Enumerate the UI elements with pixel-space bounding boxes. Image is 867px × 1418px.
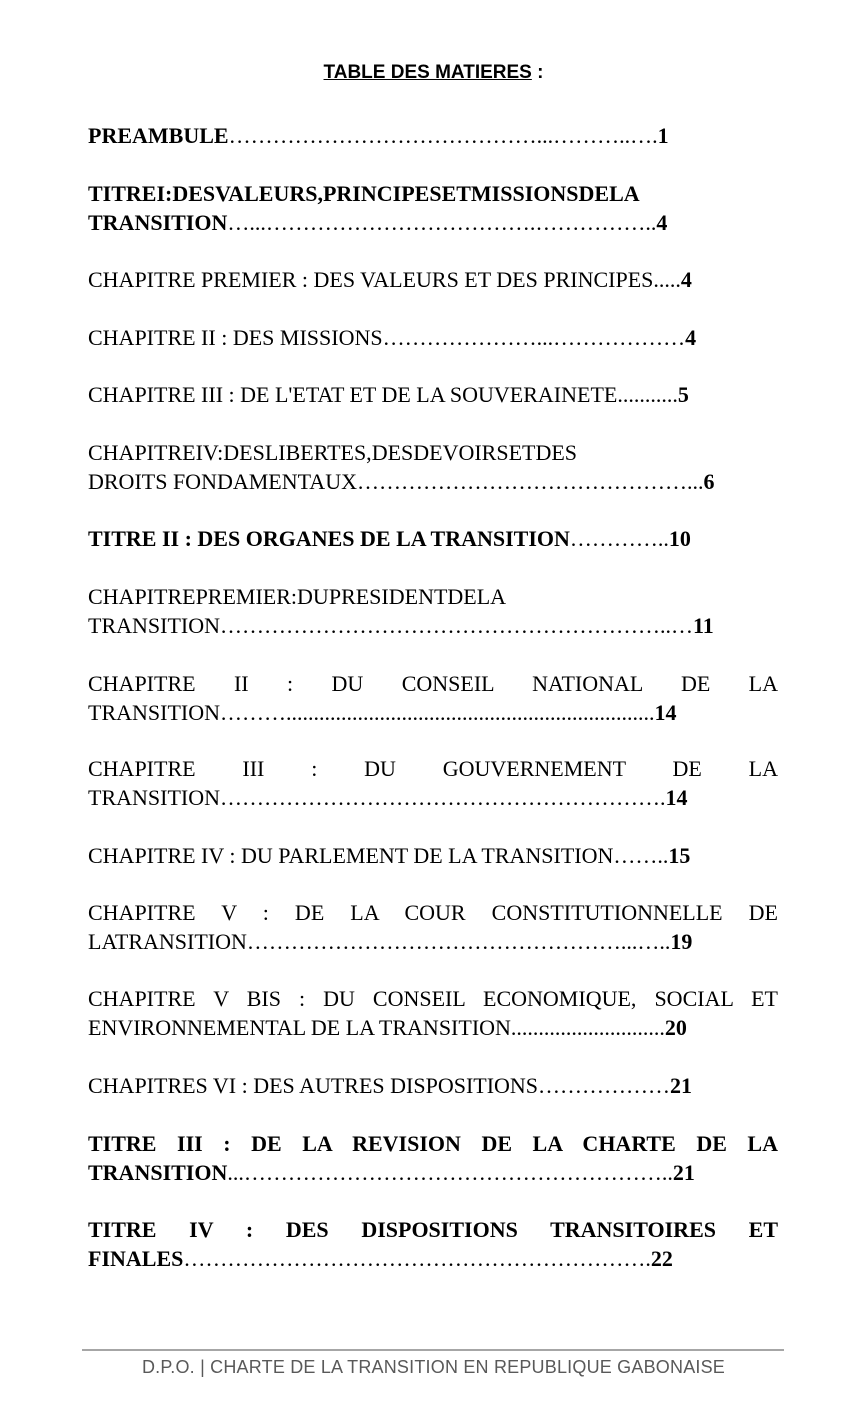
toc-entry-title: CHAPITRE IV : DU PARLEMENT DE LA TRANSITION: [88, 843, 614, 868]
toc-entry-preambule[interactable]: [88, 121, 778, 150]
toc-entry-title: TITRE II : DES ORGANES DE LA TRANSITION: [88, 526, 570, 551]
toc-leader-dots: ...…………………………………………………..: [227, 1160, 673, 1185]
toc-entry-title: TITRE III : DE LA REVISION DE LA CHARTE DE LA: [88, 1131, 778, 1156]
toc-entry-titre-2[interactable]: [88, 524, 778, 553]
page-footer: D.P.O. | CHARTE DE LA TRANSITION EN REPUBLIQUE GABONAISE: [141, 1357, 726, 1377]
toc-page-number: 15: [668, 843, 691, 868]
toc-page-number: 10: [668, 526, 691, 551]
toc-page-number: 4: [680, 267, 692, 292]
toc-entry-title: CHAPITRE PREMIER : DES VALEURS ET DES PRINCIPES: [88, 267, 654, 292]
toc-leader-dots: …………………...………………: [382, 325, 686, 350]
toc-leader-dots: …………..: [569, 526, 669, 551]
toc-entry-title-continued: TRANSITION: [88, 613, 220, 638]
toc-entry-title: TITRE IV : DES DISPOSITIONS TRANSITOIRES ET: [88, 1217, 778, 1242]
toc-entry-title: CHAPITRE V BIS : DU CONSEIL ECONOMIQUE, SOCIAL ET: [88, 986, 778, 1011]
toc-leader-dots: ……………………………………………………..…: [220, 613, 693, 638]
toc-entry-chapitre-4-parlement[interactable]: [88, 841, 778, 870]
toc-leader-dots: ............................: [510, 1015, 665, 1040]
toc-entry-chapitre-6-autres-dispositions[interactable]: [88, 1071, 778, 1100]
toc-entry-chapitre-premier-valeurs[interactable]: [88, 265, 778, 294]
toc-entry-chapitre-3-etat[interactable]: [88, 380, 778, 409]
toc-page-number: 14: [665, 785, 688, 810]
toc-page-number: 20: [664, 1015, 687, 1040]
toc-entry-title: PREAMBULE: [88, 123, 229, 148]
toc-page-number: 21: [670, 1073, 693, 1098]
toc-entry-chapitre-5-bis-cese[interactable]: [88, 984, 778, 1042]
toc-leader-dots: ……………………………………...………..….: [228, 123, 658, 148]
toc-entry-chapitre-2-conseil-national[interactable]: [88, 669, 778, 727]
toc-entry-title: CHAPITRE III : DE L'ETAT ET DE LA SOUVERAINETE: [88, 382, 618, 407]
toc-entry-chapitre-4-libertes[interactable]: CHAPITREIV:DESLIBERTES,DESDEVOIRSETDES DROITS FONDAMENTAUX………………………………………...6: [88, 440, 715, 494]
toc-entry-title-continued: DROITS FONDAMENTAUX: [88, 469, 357, 494]
toc-entry-title-continued: LATRANSITION: [88, 929, 247, 954]
toc-page-number: 14: [654, 700, 677, 725]
toc-entry-titre-1[interactable]: TITREI:DESVALEURS,PRINCIPESETMISSIONSDELA TRANSITION…...……………………………….……………..4: [88, 181, 668, 235]
toc-leader-dots: ………………………………………...: [356, 469, 704, 494]
toc-entry-chapitre-premier-president[interactable]: [88, 582, 778, 640]
toc-title-suffix: :: [531, 62, 544, 83]
toc-leader-dots: ……..: [613, 843, 669, 868]
toc-page-number: 19: [670, 929, 693, 954]
toc-page-number: 11: [693, 613, 714, 638]
toc-page-number: 4: [685, 325, 697, 350]
toc-entry-titre-3[interactable]: [88, 1129, 778, 1187]
toc-page-number: 5: [677, 382, 689, 407]
toc-leader-dots: ………...................................................................: [220, 700, 655, 725]
toc-entry-chapitre-2-missions[interactable]: [88, 323, 778, 352]
toc-entry-title-continued: ENVIRONNEMENTAL DE LA TRANSITION: [88, 1015, 511, 1040]
toc-entry-title: CHAPITRES VI : DES AUTRES DISPOSITIONS: [88, 1073, 539, 1098]
toc-leader-dots: ……………………………………………...…..: [246, 929, 671, 954]
toc-page-number: 21: [672, 1160, 695, 1185]
toc-title: TABLE DES MATIERES: [323, 62, 532, 83]
toc-page-number: 4: [656, 210, 668, 235]
footer-divider: [82, 1349, 784, 1351]
toc-entry-chapitre-3-gouvernement[interactable]: [88, 754, 778, 812]
toc-entry-title: CHAPITRE III : DU GOUVERNEMENT DE LA: [88, 756, 778, 781]
toc-entry-title-continued: TRANSITION: [88, 700, 220, 725]
toc-entry-titre-4[interactable]: [88, 1215, 778, 1273]
toc-leader-dots: ...........: [617, 382, 678, 407]
toc-leader-dots: ……………………………………………………….: [183, 1246, 651, 1271]
toc-page-number: 1: [657, 123, 669, 148]
toc-leader-dots: .....: [653, 267, 681, 292]
toc-entry-title: CHAPITRE II : DES MISSIONS: [88, 325, 383, 350]
toc-entry-title: CHAPITRE V : DE LA COUR CONSTITUTIONNELLE DE: [88, 900, 778, 925]
toc-entry-title: CHAPITREPREMIER:DUPRESIDENTDELA: [88, 584, 507, 609]
toc-entry-title-continued: TRANSITION: [88, 210, 228, 235]
toc-heading: [0, 62, 867, 84]
toc-leader-dots: ………………: [538, 1073, 671, 1098]
toc-page-number: 6: [703, 469, 715, 494]
toc-page-number: 22: [650, 1246, 673, 1271]
toc-entry-title-continued: TRANSITION: [88, 1160, 228, 1185]
toc-entry-title: CHAPITRE II : DU CONSEIL NATIONAL DE LA: [88, 671, 778, 696]
toc-entry-title-continued: FINALES: [88, 1246, 184, 1271]
toc-leader-dots: …...……………………………….……………..: [227, 210, 657, 235]
toc-entry-title-continued: TRANSITION: [88, 785, 220, 810]
toc-leader-dots: …………………………………………………….: [220, 785, 666, 810]
toc-entry-chapitre-5-cour-constitutionnelle[interactable]: [88, 898, 778, 956]
